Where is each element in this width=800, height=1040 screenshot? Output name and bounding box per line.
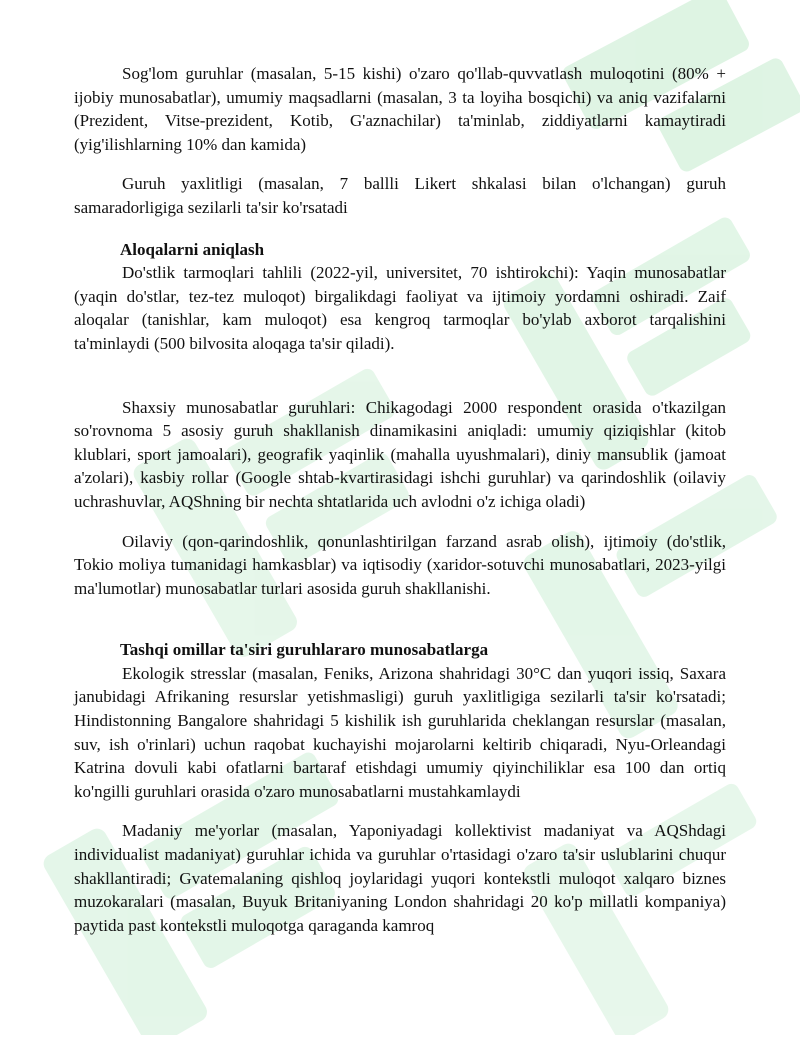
paragraph-friendship-networks: Do'stlik tarmoqlari tahlili (2022-yil, universitet, 70 ishtirokchi): Yaqin munosabatlar (yaqin do'stlar, tez-tez muloqot) birgalikdagi faoliyat va ijtimoiy yordamni oshiradi. Zaif aloqalar (tanishlar, kam muloqot) esa kengroq tarmoqlar bo'ylab axborot tarqalishini ta'minlaydi (500 bilvosita aloqaga ta'sir qiladi). [74,263,726,353]
paragraph-personal-relationship-groups: Shaxsiy munosabatlar guruhlari: Chikagodagi 2000 respondent orasida o'tkazilgan so'rovnoma 5 asosiy guruh shakllanish dinamikasini aniqladi: umumiy qiziqishlar (kitob klublari, sport jamoalari), geografik yaqinlik (mahalla uyushmalari), diniy mansublik (jamoat a'zolari), kasbiy rollar (Google shtab-kvartirasidagi ishchi guruhlar) va qarindoshlik (oilaviy uchrashuvlar, AQShning bir nechta shtatlarida uch avlodni o'z ichiga oladi) [74,397,726,511]
paragraph-relationship-types: Oilaviy (qon-qarindoshlik, qonunlashtirilgan farzand asrab olish), ijtimoiy (do'stlik, Tokio moliya tumanidagi hamkasblar) va iqtisodiy (xaridor-sotuvchi munosabatlari, 2023-yilgi ma'lumotlar) munosabatlar turlari asosida guruh shakllanishi. [74,531,726,598]
paragraph-healthy-groups: Sog'lom guruhlar (masalan, 5-15 kishi) o'zaro qo'llab-quvvatlash muloqotini (80% + ijobiy munosabatlar), umumiy maqsadlarni (masalan, 3 ta loyiha bosqichi) va aniq vazifalarni (Prezident, Vitse-prezident, Kotib, G'aznachilar) ta'minlab, ziddiyatlarni kamaytiradi (yig'ilishlarning 10% dan kamida) [74,64,726,154]
document-body [74,62,726,937]
section-heading-external-factors: Tashqi omillar ta'siri guruhlararo munosabatlarga [120,640,489,660]
paragraph-cultural-norms: Madaniy me'yorlar (masalan, Yaponiyadagi kollektivist madaniyat va AQShdagi individualist madaniyat) guruhlar ichida va guruhlar o'rtasidagi o'zaro ta'sir uslublarini chuqur shakllantiradi; Gvatemalaning qishloq joylaridagi yuqori kontekstli muloqot xalqaro biznes muzokaralari (masalan, Buyuk Britaniyaning London shahridagi 20 ko'p millatli kompaniya) paytida past kontekstli muloqotga qaraganda kamroq [74,821,726,935]
section-heading-connections: Aloqalarni aniqlash [120,239,265,259]
paragraph-group-cohesion: Guruh yaxlitligi (masalan, 7 ballli Likert shkalasi bilan o'lchangan) guruh samaradorligiga sezilarli ta'sir ko'rsatadi [74,174,726,217]
paragraph-environmental-stress: Ekologik stresslar (masalan, Feniks, Arizona shahridagi 30°C dan yuqori issiq, Saxara janubidagi Afrikaning resurslar yetishmasligi) guruh yaxlitligiga sezilarli ta'sir ko'rsatadi; Hindistonning Bangalore shahridagi 5 kishilik ish guruhlarida cheklangan resurslar (masalan, suv, ish o'rinlari) uchun raqobat kuchayishi mojarolarni keltirib chiqaradi, Nyu-Orleandagi Katrina dovuli kabi ofatlarni bartaraf etishdagi umumiy qiyinchiliklar esa 100 dan ortiq ko'ngilli guruhlari orasida o'zaro munosabatlarni mustahkamlaydi [74,663,726,801]
